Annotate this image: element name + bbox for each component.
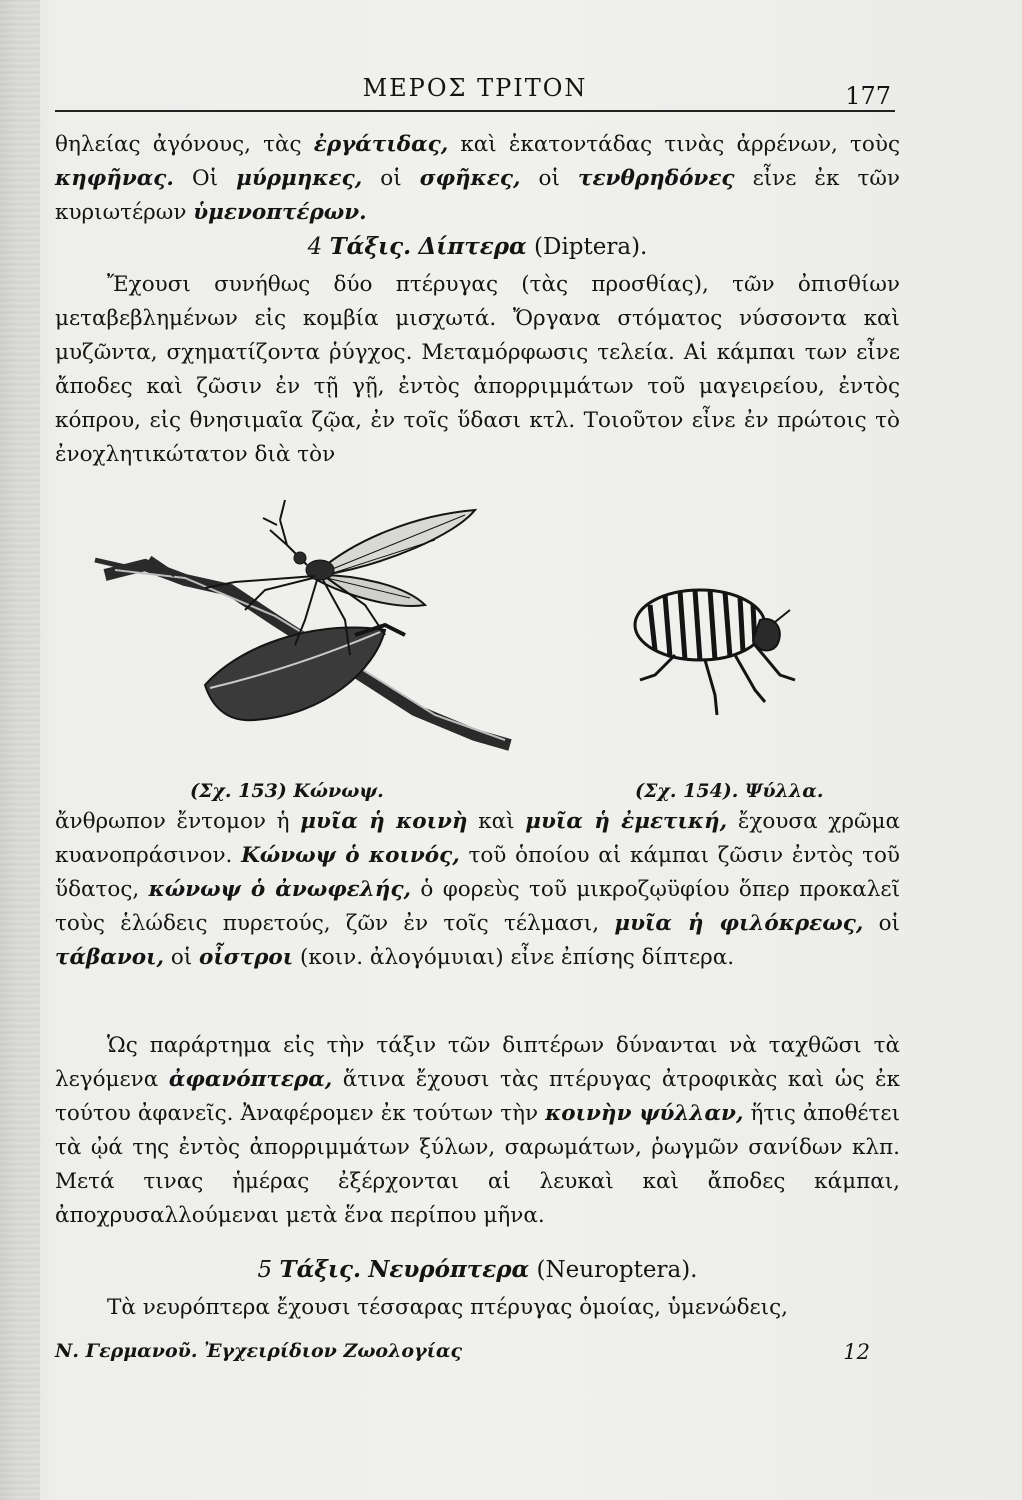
text-run: τοῦ ὁποίου αἱ κάμπαι ζῶσιν ἐντὸς τοῦ ὕδατος, bbox=[55, 843, 900, 902]
running-title: ΜΕΡΟΣ ΤΡΙΤΟΝ bbox=[362, 74, 588, 102]
text-run: οἱ bbox=[163, 945, 200, 970]
heading-name: Δίπτερα bbox=[418, 233, 527, 260]
paragraph-hymenoptera-end bbox=[55, 128, 900, 230]
page-number: 177 bbox=[845, 82, 891, 110]
figures-area bbox=[55, 470, 900, 770]
book-binding-edge bbox=[0, 0, 40, 1500]
text-run: οἱ bbox=[863, 911, 900, 936]
footer-book-title: Ν. Γερμανοῦ. Ἐγχειρίδιον Ζωολογίας bbox=[55, 1340, 463, 1362]
figure-caption-153: (Σχ. 153) Κώνωψ. bbox=[190, 780, 384, 802]
text-run: θηλείας ἀγόνους, τὰς bbox=[55, 132, 314, 157]
flea-illustration bbox=[635, 590, 795, 715]
text-run: καὶ bbox=[467, 809, 526, 834]
section-heading-neuroptera bbox=[55, 1256, 900, 1283]
text-run: Ὡς παράρτημα εἰς τὴν τάξιν τῶν διπτέρων δύνανται νὰ ταχθῶσι τὰ λεγόμενα bbox=[55, 1033, 900, 1092]
paragraph-diptera-examples bbox=[55, 805, 900, 975]
term-myia-koini: μυῖα ἡ κοινὴ bbox=[300, 809, 468, 834]
mosquito-head bbox=[294, 552, 306, 564]
flea-antenna bbox=[775, 610, 790, 622]
page-footer bbox=[55, 1340, 900, 1374]
heading-name: Νευρόπτερα bbox=[368, 1256, 530, 1283]
text-run: οἱ bbox=[520, 166, 578, 191]
term-tavanoi: τάβανοι, bbox=[55, 945, 164, 970]
paragraph-diptera-description: Ἔχουσι συνήθως δύο πτέρυγας (τὰς προσθίας), τῶν ὀπισθίων μεταβεβλημένων εἰς κομβία μισχωτά. Ὄργανα στόματος νύσσοντα καὶ μυζῶντα, σχηματίζοντα ῥύγχος. Μεταμόρφωσις τελεία. Αἱ κάμπαι των εἶνε ἄποδες καὶ ζῶσιν ἐν τῇ γῇ, ἐντὸς ἀπορριμμάτων τοῦ μαγειρείου, ἐντὸς κόπρου, εἰς θνησιμαῖα ζῷα, ἐν τοῖς ὕδασι κτλ. Τοιοῦτον εἶνε ἐν πρώτοις τὸ ἐνοχλητικώτατον διὰ τὸν bbox=[55, 272, 900, 467]
term-myrmikes: μύρμηκες, bbox=[236, 166, 363, 191]
heading-label: Τάξις. bbox=[329, 233, 412, 260]
figure-illustrations bbox=[55, 470, 900, 770]
term-hymenoptera: ὑμενοπτέρων. bbox=[193, 200, 367, 225]
term-ergatides: ἐργάτιδας, bbox=[313, 132, 449, 157]
figure-caption-154: (Σχ. 154). Ψύλλα. bbox=[635, 780, 824, 802]
text-run: ἔχουσα χρῶμα κυανοπράσινον. bbox=[55, 809, 900, 868]
paragraph-neuroptera-start: Τὰ νευρόπτερα ἔχουσι τέσσαρας πτέρυγας ὁμοίας, ὑμενώδεις, bbox=[107, 1295, 788, 1320]
text-run: καὶ ἑκατοντάδας τινὰς ἀρρένων, τοὺς bbox=[448, 132, 900, 157]
term-myia-emetiki: μυῖα ἡ ἐμετική, bbox=[525, 809, 728, 834]
paragraph-afanoptera bbox=[55, 1029, 900, 1233]
text-run: ἄνθρωπον ἔντομον ἡ bbox=[55, 809, 301, 834]
term-oistroi: οἶστροι bbox=[199, 945, 294, 970]
term-sfikes: σφῆκες, bbox=[419, 166, 521, 191]
term-tenthridones: τενθρηδόνες bbox=[578, 166, 735, 191]
text-run: οἱ bbox=[362, 166, 420, 191]
heading-latin: (Neuroptera). bbox=[536, 1257, 698, 1283]
heading-number: 4 bbox=[307, 234, 323, 260]
text-run: Οἱ bbox=[173, 166, 237, 191]
term-myia-filokreos: μυῖα ἡ φιλόκρεως, bbox=[614, 911, 864, 936]
text-run: (κοιν. ἀλογόμυιαι) εἶνε ἐπίσης δίπτερα. bbox=[293, 945, 735, 970]
heading-latin: (Diptera). bbox=[534, 234, 648, 260]
text-run: ἥτις ἀποθέτει τὰ ᾠά της ἐντὸς ἀπορριμμάτων ξύλων, σαρωμάτων, ῥωγμῶν σανίδων κλπ. Μετά τινας ἡμέρας ἐξέρχονται αἱ λευκαὶ καὶ ἄποδες κάμπαι, ἀποχρυσαλλούμεναι μετὰ ἕνα περίπου μῆνα. bbox=[55, 1101, 900, 1228]
term-konops-koinos: Κώνωψ ὁ κοινός, bbox=[241, 843, 460, 868]
footer-signature-mark: 12 bbox=[843, 1340, 870, 1364]
page-header bbox=[55, 70, 895, 112]
term-kifines: κηφῆνας. bbox=[55, 166, 174, 191]
term-afanoptera: ἀφανόπτερα, bbox=[168, 1067, 333, 1092]
heading-label: Τάξις. bbox=[279, 1256, 362, 1283]
term-koini-psylla: κοινὴν ψύλλαν, bbox=[545, 1101, 744, 1126]
text-run: ὁ φορεὺς τοῦ μικροζῳϋφίου ὅπερ προκαλεῖ τοὺς ἑλώδεις πυρετούς, ζῶν ἐν τοῖς τέλμασι, bbox=[55, 877, 901, 936]
term-konops-anofelis: κώνωψ ὁ ἀνωφελής, bbox=[148, 877, 412, 902]
mosquito-illustration bbox=[95, 500, 510, 745]
text-run: ἅτινα ἔχουσι τὰς πτέρυγας ἀτροφικὰς καὶ ὡς ἐκ τούτου ἀφανεῖς. Ἀναφέρομεν ἐκ τούτων τὴν bbox=[55, 1067, 900, 1126]
heading-number: 5 bbox=[257, 1257, 273, 1283]
section-heading-diptera bbox=[55, 233, 900, 260]
text-run: εἶνε ἐκ τῶν κυριωτέρων bbox=[55, 166, 900, 225]
